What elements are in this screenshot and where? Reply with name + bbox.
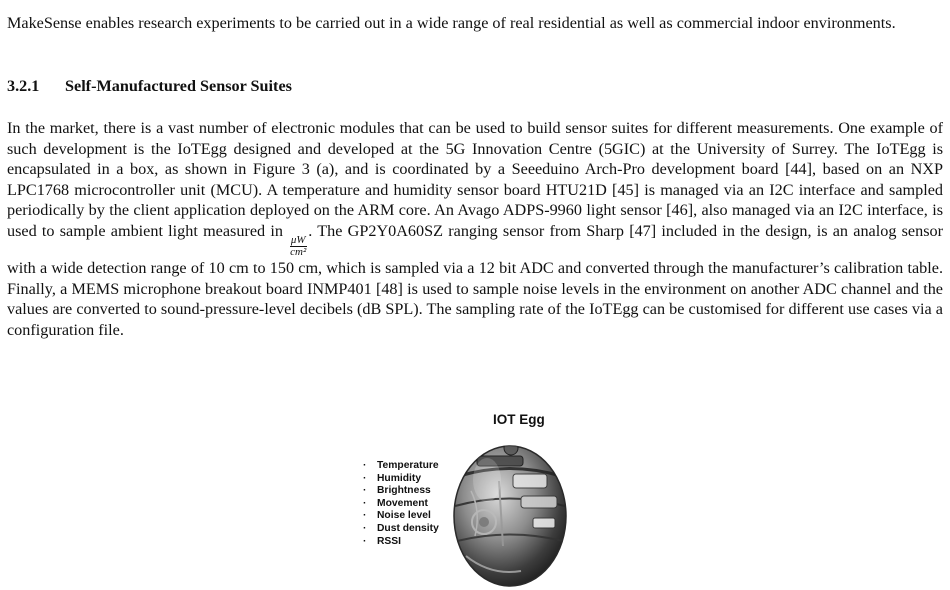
sensor-list-item: · Noise level xyxy=(363,510,439,523)
figure-title: IOT Egg xyxy=(493,412,545,427)
sensor-list xyxy=(363,460,439,548)
unit-numerator: μW xyxy=(290,233,306,246)
unit-denominator: cm² xyxy=(290,245,307,258)
iot-egg-image xyxy=(451,436,569,588)
sensor-list-item: · Movement xyxy=(363,498,439,511)
sensor-list-item: · RSSI xyxy=(363,536,439,549)
body-text-part1: In the market, there is a vast number of electronic modules that can be used to build sensor suites for different measurements. One example of such development is the IoTEgg designed and developed at the 5G Innovation Centre (5GIC) at the University of Surrey. The IoTEgg is encapsulated in a box, as shown in Figure 3 (a), and is coordinated by a Seeeduino Arch-Pro development board [44], based on an NXP LPC1768 microcontroller unit (MCU). A temperature and humidity sensor board HTU21D [45] is managed via an I2C interface and sampled periodically by the client application deployed on the ARM core. An Avago ADPS-9960 light sensor [46], also managed via an I2C interface, is used to sample ambient light measured in xyxy=(7,119,943,240)
iot-egg-figure xyxy=(355,408,615,590)
body-text-part2: . The GP2Y0A60SZ ranging sensor from Sharp [47] included in the design, is an analog sensor with a wide detection range of 10 cm to 150 cm, which is sampled via a 12 bit ADC and converted through the manufacturer’s calibration table. Finally, a MEMS microphone breakout board INMP401 [48] is used to sample noise levels in the environment on another ADC channel and the values are converted to sound-pressure-level decibels (dB SPL). The sampling rate of the IoTEgg can be customised for different use cases via a configuration file. xyxy=(7,221,943,339)
section-title: Self-Manufactured Sensor Suites xyxy=(65,77,292,95)
sensor-list-item: · Brightness xyxy=(363,485,439,498)
unit-fraction xyxy=(289,235,307,258)
intro-paragraph: MakeSense enables research experiments to be carried out in a wide range of real residential as well as commercial indoor environments. xyxy=(7,14,896,32)
sensor-list-item: · Dust density xyxy=(363,523,439,536)
sensor-list-item: · Humidity xyxy=(363,473,439,486)
body-paragraph xyxy=(7,118,943,340)
sensor-list-item: · Temperature xyxy=(363,460,439,473)
section-number: 3.2.1 xyxy=(7,77,40,95)
section-heading xyxy=(7,76,292,96)
